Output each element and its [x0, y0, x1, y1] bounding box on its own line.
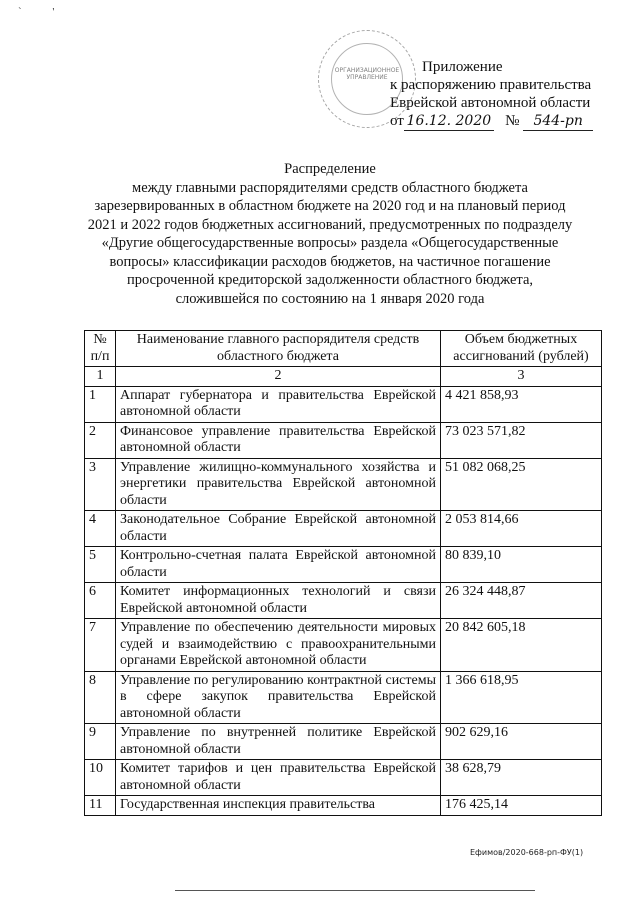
table-row	[85, 619, 602, 672]
row-amount-cell: 1 366 618,95	[441, 671, 602, 724]
row-name-cell: Финансовое управление правительства Еврейской автономной области	[116, 422, 441, 458]
row-amount-cell: 26 324 448,87	[441, 583, 602, 619]
table-row	[85, 511, 602, 547]
header-name: Наименование главного распорядителя средств областного бюджета	[116, 331, 441, 367]
index-cell: 2	[116, 367, 441, 387]
title-line: «Другие общегосударственные вопросы» раздела «Общегосударственные	[101, 235, 559, 251]
table-row	[85, 422, 602, 458]
row-number-cell: 5	[85, 547, 116, 583]
row-name-cell: Управление жилищно-коммунального хозяйства и энергетики правительства Еврейской автономной области	[116, 458, 441, 511]
date-value: 16.12. 2020	[404, 112, 494, 131]
appendix-order-ref: к распоряжению правительства	[390, 77, 592, 93]
row-amount-cell: 38 628,79	[441, 760, 602, 796]
row-amount-cell: 2 053 814,66	[441, 511, 602, 547]
row-number-cell: 6	[85, 583, 116, 619]
title-heading: Распределение	[284, 161, 376, 177]
row-number-cell: 7	[85, 619, 116, 672]
row-name-cell: Управление по регулированию контрактной системы в сфере закупок правительства Еврейской автономной области	[116, 671, 441, 724]
table-row	[85, 458, 602, 511]
row-name-cell: Управление по обеспечению деятельности мировых судей и взаимодействию с правоохранительными органами Еврейской автономной области	[116, 619, 441, 672]
row-number-cell: 11	[85, 796, 116, 816]
table-row	[85, 760, 602, 796]
number-value: 544-рп	[523, 112, 593, 131]
stamp-text-line: УПРАВЛЕНИЕ	[346, 74, 388, 81]
row-number-cell: 1	[85, 386, 116, 422]
row-number-cell: 8	[85, 671, 116, 724]
index-cell: 3	[441, 367, 602, 387]
row-number-cell: 9	[85, 724, 116, 760]
row-number-cell: 4	[85, 511, 116, 547]
row-amount-cell: 902 629,16	[441, 724, 602, 760]
appendix-region: Еврейской автономной области	[390, 95, 591, 111]
row-amount-cell: 73 023 571,82	[441, 422, 602, 458]
row-name-cell: Комитет информационных технологий и связи Еврейской автономной области	[116, 583, 441, 619]
row-name-cell: Законодательное Собрание Еврейской автономной области	[116, 511, 441, 547]
table-header-row	[85, 331, 602, 367]
table-body	[85, 386, 602, 815]
document-title	[70, 160, 590, 308]
title-line: просроченной кредиторской задолженности областного бюджета,	[126, 272, 534, 288]
row-number-cell: 3	[85, 458, 116, 511]
row-amount-cell: 51 082 068,25	[441, 458, 602, 511]
table-index-row	[85, 367, 602, 387]
title-line: между главными распорядителями средств областного бюджета	[132, 179, 528, 196]
table-row	[85, 583, 602, 619]
appendix-date-number	[390, 112, 593, 131]
header-amount: Объем бюджетных ассигнований (рублей)	[441, 331, 602, 367]
row-name-cell: Комитет тарифов и цен правительства Еврейской автономной области	[116, 760, 441, 796]
table-row	[85, 671, 602, 724]
scan-corner-marks: ` '	[18, 6, 69, 18]
appendix-header	[390, 58, 593, 131]
row-amount-cell: 4 421 858,93	[441, 386, 602, 422]
row-name-cell: Контрольно-счетная палата Еврейской автономной области	[116, 547, 441, 583]
row-number-cell: 10	[85, 760, 116, 796]
title-line: 2021 и 2022 годов бюджетных ассигнований, предусмотренных по подразделу	[87, 216, 573, 233]
row-name-cell: Аппарат губернатора и правительства Еврейской автономной области	[116, 386, 441, 422]
table-row	[85, 796, 602, 816]
title-line: вопросы» классификации расходов бюджетов, на частичное погашение	[109, 253, 551, 270]
table-row	[85, 724, 602, 760]
allocation-table	[84, 330, 602, 816]
date-prefix: от	[390, 113, 404, 129]
header-number: № п/п	[85, 331, 116, 367]
table-row	[85, 547, 602, 583]
footer-document-code: Ефимов/2020-668-рп-ФУ(1)	[470, 848, 584, 857]
row-name-cell: Управление по внутренней политике Еврейской автономной области	[116, 724, 441, 760]
number-prefix: №	[505, 113, 520, 129]
row-amount-cell: 20 842 605,18	[441, 619, 602, 672]
footer-rule	[175, 890, 535, 891]
table-row	[85, 386, 602, 422]
row-amount-cell: 80 839,10	[441, 547, 602, 583]
row-name-cell: Государственная инспекция правительства	[116, 796, 441, 816]
title-line: зарезервированных в областном бюджете на 2020 год и на плановый период	[94, 198, 566, 214]
appendix-label: Приложение	[422, 59, 503, 75]
title-line: сложившейся по состоянию на 1 января 2020 года	[175, 290, 485, 307]
index-cell: 1	[85, 367, 116, 387]
row-number-cell: 2	[85, 422, 116, 458]
row-amount-cell: 176 425,14	[441, 796, 602, 816]
stamp-text-line: ОРГАНИЗАЦИОННОЕ	[334, 67, 400, 74]
